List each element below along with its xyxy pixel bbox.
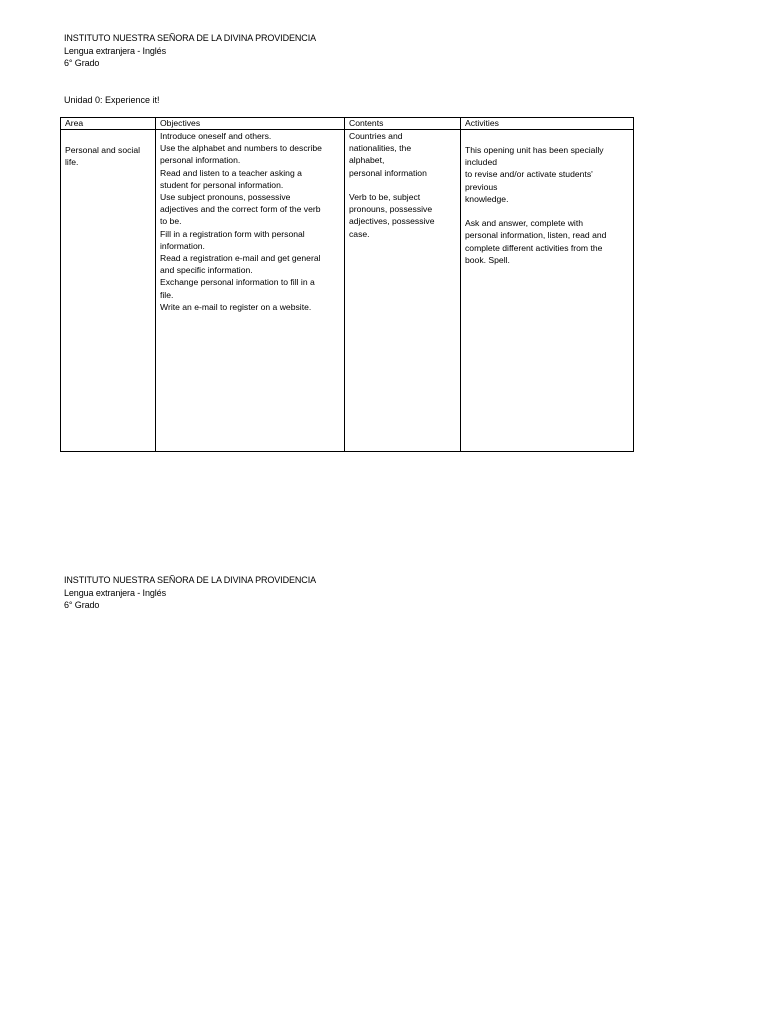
activity-line: to revise and/or activate students' (465, 169, 593, 180)
activity-line: included (465, 157, 498, 168)
unit-title: Unidad 0: Experience it! (64, 95, 160, 105)
document-header-repeat (64, 574, 316, 612)
activity-line: book. Spell. (465, 254, 510, 265)
activity-line: complete different activities from the (465, 242, 603, 253)
institution-name: INSTITUTO NUESTRA SEÑORA DE LA DIVINA PROVIDENCIA (64, 33, 316, 43)
lesson-plan-table (60, 117, 634, 452)
objective-line: Write an e-mail to register on a website. (160, 301, 312, 312)
column-header-objectives: Objectives (156, 118, 345, 130)
paragraph-spacer (465, 205, 629, 217)
objectives-cell (156, 130, 345, 452)
area-line: life. (65, 157, 79, 168)
objective-line: Read a registration e-mail and get general (160, 253, 321, 264)
content-line: adjectives, possessive (349, 216, 435, 227)
paragraph-spacer (349, 179, 456, 191)
objective-line: Use subject pronouns, possessive (160, 192, 291, 203)
objective-line: adjectives and the correct form of the verb (160, 204, 321, 215)
table-header-row (61, 118, 634, 130)
objective-line: personal information. (160, 155, 241, 166)
grade-label: 6° Grado (64, 600, 100, 610)
objective-line: and specific information. (160, 265, 253, 276)
objective-line: Read and listen to a teacher asking a (160, 167, 302, 178)
content-line: personal information (349, 167, 427, 178)
objective-line: Introduce oneself and others. (160, 131, 272, 141)
area-cell (61, 130, 156, 452)
subject-name: Lengua extranjera - Inglés (64, 45, 166, 56)
content-line: pronouns, possessive (349, 204, 433, 215)
activities-cell (461, 130, 634, 452)
grade-label: 6° Grado (64, 58, 100, 68)
document-header (64, 32, 316, 70)
activity-line: This opening unit has been specially (465, 145, 604, 155)
subject-name: Lengua extranjera - Inglés (64, 587, 166, 598)
institution-name: INSTITUTO NUESTRA SEÑORA DE LA DIVINA PROVIDENCIA (64, 575, 316, 585)
content-line: Verb to be, subject (349, 192, 421, 202)
objective-line: to be. (160, 216, 182, 227)
objective-line: information. (160, 240, 205, 251)
objective-line: Fill in a registration form with personal (160, 228, 305, 239)
activity-line: personal information, listen, read and (465, 230, 607, 241)
area-line: Personal and social (65, 145, 141, 155)
objective-line: Use the alphabet and numbers to describe (160, 143, 322, 154)
content-line: nationalities, the (349, 143, 412, 154)
content-line: Countries and (349, 131, 403, 141)
activity-line: Ask and answer, complete with (465, 218, 583, 229)
column-header-contents: Contents (345, 118, 461, 130)
activity-line: knowledge. (465, 193, 509, 204)
table-row (61, 130, 634, 452)
column-header-activities: Activities (461, 118, 634, 130)
objective-line: student for personal information. (160, 179, 284, 190)
contents-cell (345, 130, 461, 452)
activity-line: previous (465, 181, 498, 192)
objective-line: file. (160, 289, 174, 300)
objective-line: Exchange personal information to fill in a (160, 277, 315, 288)
content-line: case. (349, 228, 370, 239)
content-line: alphabet, (349, 155, 385, 166)
column-header-area: Area (61, 118, 156, 130)
